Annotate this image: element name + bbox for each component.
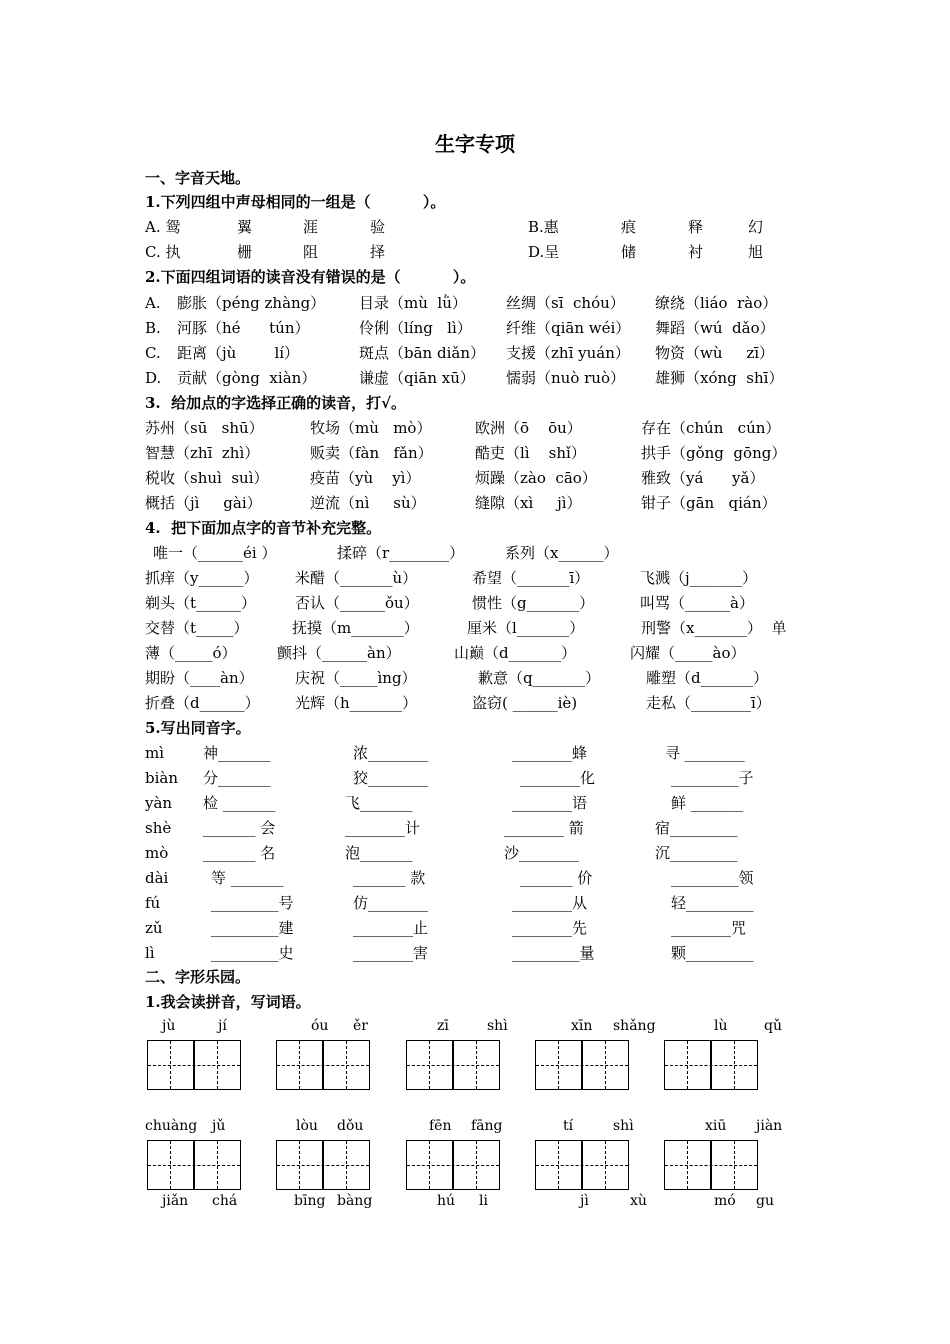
q3-item: 概括（jì gài）: [145, 494, 262, 512]
q3-item: 存在（chún cún）: [641, 419, 781, 437]
q2-word: 膨胀（péng zhàng）: [177, 294, 326, 312]
section-1-heading: 一、字音天地。: [145, 169, 251, 187]
q4-item: 系列（x______）: [505, 544, 619, 562]
q5-item: 沙________: [504, 844, 580, 862]
pinyin-label: shì: [487, 1018, 508, 1034]
q5-item: 狡________: [353, 769, 429, 787]
q5-item: _________号: [211, 894, 294, 912]
q3-prompt: 3. 给加点的字选择正确的读音，打√。: [145, 394, 406, 412]
pinyin-label: shì: [613, 1118, 634, 1134]
q3-item: 雅致（yá yǎ）: [641, 469, 765, 487]
pinyin-label: mó: [714, 1193, 736, 1209]
q1-char: 释: [688, 218, 704, 236]
q5-item: 神_______: [203, 744, 271, 762]
q3-item: 疫苗（yù yì）: [310, 469, 421, 487]
pinyin-label: óu: [311, 1018, 329, 1034]
q4-item: 闪耀（_____ào）: [630, 644, 746, 662]
q3-item: 逆流（nì sù）: [310, 494, 426, 512]
q4-item: 折叠（d______）: [145, 694, 260, 712]
q1-char: 幻: [748, 218, 764, 236]
q5-pinyin: mò: [145, 844, 169, 862]
q3-item: 缝隙（xì jì）: [475, 494, 582, 512]
q5-item: 分_______: [203, 769, 271, 787]
q5-item: _________领: [671, 869, 754, 887]
pinyin-label: dǒu: [337, 1118, 364, 1134]
q5-item: _________建: [211, 919, 294, 937]
q5-pinyin: biàn: [145, 769, 179, 787]
pinyin-label: jí: [218, 1018, 227, 1034]
q5-item: 仿________: [353, 894, 429, 912]
q1-char: 衬: [688, 243, 704, 261]
q4-item: 惯性（g_______）: [472, 594, 595, 612]
writing-grid[interactable]: [664, 1140, 758, 1190]
q5-prompt: 5.写出同音字。: [145, 719, 251, 737]
q4-item: 薄（_____ó）: [145, 644, 237, 662]
q5-item: 等 _______: [211, 869, 284, 887]
q1-prompt: 1.下列四组中声母相同的一组是（ ）。: [145, 193, 446, 211]
q5-item: _________子: [671, 769, 754, 787]
q5-pinyin: lì: [145, 944, 155, 962]
pinyin-label: zī: [437, 1018, 449, 1034]
pinyin-label: jiǎn: [162, 1193, 189, 1209]
q4-item: 唯一（______éi ）: [153, 544, 277, 562]
q1-char: 验: [370, 218, 386, 236]
q5-item: 宿_________: [655, 819, 738, 837]
q5-pinyin: shè: [145, 819, 172, 837]
q4-item: 米醋（_______ù）: [295, 569, 418, 587]
q4-item: 叫骂（______à）: [640, 594, 754, 612]
q2-option: C.: [145, 344, 161, 362]
q2-word: 斑点（bān diǎn）: [359, 344, 485, 362]
pinyin-label: jù: [162, 1018, 176, 1034]
q3-item: 智慧（zhī zhì）: [145, 444, 260, 462]
q4-item: 希望（_______ī）: [472, 569, 590, 587]
pinyin-label: xīn: [571, 1018, 593, 1034]
q5-pinyin: zǔ: [145, 919, 163, 937]
q5-item: _______ 价: [520, 869, 593, 887]
q5-item: 沉_________: [655, 844, 738, 862]
q4-item: 揉碎（r________）: [337, 544, 465, 562]
q5-pinyin: fú: [145, 894, 161, 912]
q4-item: 雕塑（d_______）: [646, 669, 769, 687]
pinyin-label: shǎng: [613, 1018, 656, 1034]
q1-char: 旭: [748, 243, 764, 261]
q4-item: 刑警（x_______） 单: [641, 619, 787, 637]
writing-grid[interactable]: [406, 1140, 500, 1190]
q4-item: 颤抖（______àn）: [277, 644, 401, 662]
q4-item: 庆祝（_____ìng）: [295, 669, 417, 687]
q5-item: _______ 款: [353, 869, 426, 887]
q4-item: 抓痒（y______）: [145, 569, 259, 587]
q5-item: ________止: [353, 919, 429, 937]
q5-item: ________先: [512, 919, 588, 937]
q4-item: 歉意（q_______）: [478, 669, 601, 687]
q2-word: 距离（jù lí）: [177, 344, 300, 362]
pinyin-label: fēn: [429, 1118, 452, 1134]
pinyin-label: bàng: [337, 1193, 373, 1209]
q3-item: 拱手（gǒng gōng）: [641, 444, 787, 462]
q4-item: 盗窃( ______iè): [472, 694, 578, 712]
writing-grid[interactable]: [147, 1140, 241, 1190]
q5-item: _________史: [211, 944, 294, 962]
pinyin-label: xiū: [705, 1118, 727, 1134]
q5-item: ________语: [512, 794, 588, 812]
pinyin-label: bīng: [294, 1193, 326, 1209]
q4-item: 走私（________ī）: [646, 694, 771, 712]
q2-word: 纤维（qiān wéi）: [506, 319, 631, 337]
writing-grid[interactable]: [535, 1140, 629, 1190]
q3-item: 苏州（sū shū）: [145, 419, 264, 437]
pinyin-label: lù: [714, 1018, 728, 1034]
q5-item: 检 _______: [203, 794, 276, 812]
pinyin-label: jì: [580, 1193, 589, 1209]
q5-item: 飞_______: [345, 794, 413, 812]
q1-option: C. 执: [145, 243, 181, 261]
q5-item: ________计: [345, 819, 421, 837]
q4-prompt: 4. 把下面加点字的音节补充完整。: [145, 519, 382, 537]
q3-item: 税收（shuì suì）: [145, 469, 269, 487]
q1-char: 阻: [303, 243, 319, 261]
pinyin-label: chá: [212, 1193, 238, 1209]
q3-item: 欧洲（ō ōu）: [475, 419, 582, 437]
pinyin-label: lòu: [296, 1118, 318, 1134]
q5-item: ________ 箭: [504, 819, 584, 837]
pinyin-label: fāng: [471, 1118, 503, 1134]
q2-word: 河豚（hé tún）: [177, 319, 310, 337]
q4-item: 光辉（h_______）: [295, 694, 418, 712]
q2-word: 物资（wù zī）: [655, 344, 775, 362]
q4-item: 剃头（t______）: [145, 594, 257, 612]
q2-word: 伶俐（líng lì）: [359, 319, 472, 337]
q2-prompt: 2.下面四组词语的读音没有错误的是（ ）。: [145, 268, 476, 286]
q1-char: 痕: [621, 218, 637, 236]
q5-pinyin: mì: [145, 744, 165, 762]
q2-word: 雄狮（xóng shī）: [655, 369, 784, 387]
q5-item: _______ 会: [203, 819, 276, 837]
q1-option: D.呈: [528, 243, 560, 261]
pinyin-label: tí: [563, 1118, 574, 1134]
q1-char: 涯: [303, 218, 319, 236]
writing-grid[interactable]: [276, 1140, 370, 1190]
q5-item: ________蜂: [512, 744, 588, 762]
q5-item: ________化: [520, 769, 596, 787]
writing-grid[interactable]: [406, 1040, 500, 1090]
q5-item: 寻 ________: [665, 744, 745, 762]
q5-item: 泡_______: [345, 844, 413, 862]
q4-item: 交替（t_____）: [145, 619, 249, 637]
pinyin-label: chuàng: [145, 1118, 198, 1134]
q5-pinyin: dài: [145, 869, 169, 887]
q2-word: 懦弱（nuò ruò）: [506, 369, 625, 387]
s2-q1-prompt: 1.我会读拼音，写词语。: [145, 993, 311, 1011]
writing-grid[interactable]: [147, 1040, 241, 1090]
q5-item: ________从: [512, 894, 588, 912]
pinyin-label: jiàn: [756, 1118, 783, 1134]
q5-item: 颗_________: [671, 944, 754, 962]
q5-pinyin: yàn: [145, 794, 173, 812]
writing-grid[interactable]: [276, 1040, 370, 1090]
q3-item: 钳子（gān qián）: [641, 494, 777, 512]
q1-option: B.惠: [528, 218, 559, 236]
q3-item: 酷吏（lì shǐ）: [475, 444, 586, 462]
q2-word: 支援（zhī yuán）: [506, 344, 630, 362]
q2-option: B.: [145, 319, 161, 337]
q5-item: _______ 名: [203, 844, 276, 862]
pinyin-label: xù: [630, 1193, 647, 1209]
q2-option: D.: [145, 369, 162, 387]
q4-item: 飞溅（j_______）: [640, 569, 758, 587]
q2-word: 贡献（gòng xiàn）: [177, 369, 317, 387]
pinyin-label: hú: [437, 1193, 456, 1209]
pinyin-label: jǔ: [212, 1118, 226, 1134]
q4-item: 否认（______ǒu）: [295, 594, 419, 612]
q4-item: 期盼（____àn）: [145, 669, 254, 687]
q3-item: 烦躁（zào cāo）: [475, 469, 597, 487]
writing-grid[interactable]: [664, 1040, 758, 1090]
q5-item: 轻_________: [671, 894, 754, 912]
q5-item: ________咒: [671, 919, 747, 937]
pinyin-label: ěr: [353, 1018, 368, 1034]
q2-word: 谦虚（qiān xū）: [359, 369, 475, 387]
q5-item: _________量: [512, 944, 595, 962]
q2-word: 目录（mù lǜ）: [359, 294, 467, 312]
q1-char: 储: [621, 243, 637, 261]
q2-option: A.: [145, 294, 161, 312]
q1-char: 择: [370, 243, 386, 261]
pinyin-label: gu: [756, 1193, 774, 1209]
writing-grid[interactable]: [535, 1040, 629, 1090]
q4-item: 抚摸（m_______）: [292, 619, 419, 637]
page-title: 生字专项: [435, 132, 515, 156]
q2-word: 缭绕（liáo rào）: [655, 294, 778, 312]
pinyin-label: qǔ: [764, 1018, 782, 1034]
pinyin-label: li: [479, 1193, 488, 1209]
q1-option: A. 鸳: [145, 218, 181, 236]
q3-item: 牧场（mù mò）: [310, 419, 432, 437]
q5-item: 鲜 _______: [671, 794, 744, 812]
q5-item: ________害: [353, 944, 429, 962]
q4-item: 山巅（d_______）: [454, 644, 577, 662]
q2-word: 舞蹈（wú dǎo）: [655, 319, 775, 337]
q1-char: 翼: [237, 218, 253, 236]
q2-word: 丝绸（sī chóu）: [506, 294, 625, 312]
section-2-heading: 二、字形乐园。: [145, 968, 251, 986]
q1-char: 栅: [237, 243, 253, 261]
q3-item: 贩卖（fàn fǎn）: [310, 444, 433, 462]
q5-item: 浓________: [353, 744, 429, 762]
q4-item: 厘米（l_______）: [467, 619, 585, 637]
